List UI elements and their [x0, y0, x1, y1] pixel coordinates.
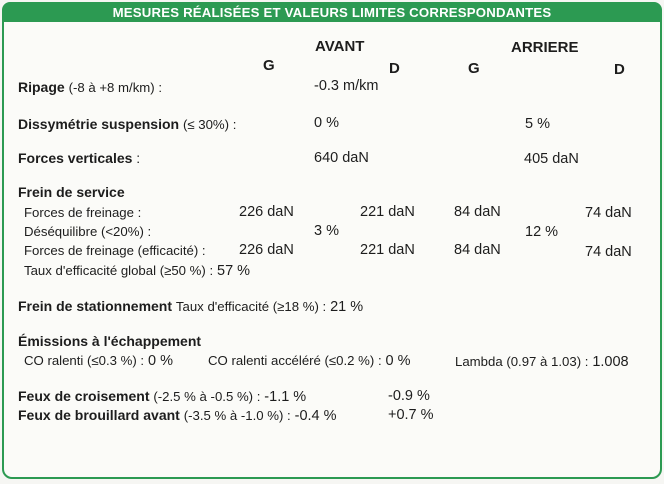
feux-brouillard-limit: (-3.5 % à -1.0 %) : [183, 408, 291, 423]
co-ralenti-label: CO ralenti (≤0.3 %) : [24, 353, 145, 368]
feux-croisement-label: Feux de croisement [18, 388, 150, 404]
dissymetrie-limit: (≤ 30%) : [182, 117, 237, 132]
forces-efficacite-arriere-d: 74 daN [585, 244, 632, 260]
column-arriere: ARRIERE [511, 39, 579, 56]
frein-stationnement-limit: Taux d'efficacité (≥18 %) : [175, 299, 327, 314]
dissymetrie-avant: 0 % [314, 115, 339, 131]
desequilibre-avant: 3 % [314, 223, 339, 239]
dissymetrie-label: Dissymétrie suspension [18, 116, 180, 132]
forces-efficacite-label: Forces de freinage (efficacité) : [24, 243, 206, 258]
emissions-title: Émissions à l'échappement [18, 333, 202, 349]
feux-croisement-limit: (-2.5 % à -0.5 %) : [153, 389, 261, 404]
forces-verticales-avant: 640 daN [314, 150, 369, 166]
forces-efficacite-avant-g: 226 daN [239, 242, 294, 258]
taux-efficacite-row [24, 262, 250, 279]
column-arriere-g: G [468, 60, 480, 77]
forces-verticales-colon: : [136, 150, 141, 166]
co-accelere-row [208, 352, 411, 369]
forces-efficacite-arriere-g: 84 daN [454, 242, 501, 258]
lambda-row [455, 353, 629, 370]
frein-stationnement-value: 21 % [330, 299, 364, 315]
taux-efficacite-value: 57 % [217, 263, 251, 279]
column-avant-d: D [389, 60, 400, 77]
desequilibre-arriere: 12 % [525, 224, 559, 240]
forces-freinage-arriere-g: 84 daN [454, 204, 501, 220]
feux-croisement-right: -0.9 % [388, 388, 430, 404]
feux-brouillard-label: Feux de brouillard avant [18, 407, 180, 423]
dissymetrie-row [18, 116, 236, 132]
lambda-value: 1.008 [592, 354, 629, 370]
ripage-row [18, 79, 162, 95]
ripage-value: -0.3 m/km [314, 78, 379, 94]
forces-verticales-row [18, 150, 140, 166]
header-title: MESURES RÉALISÉES ET VALEURS LIMITES CORRESPONDANTES [112, 5, 552, 20]
feux-croisement-row [18, 388, 306, 405]
desequilibre-label: Déséquilibre (<20%) : [24, 224, 152, 239]
forces-verticales-arriere: 405 daN [524, 151, 579, 167]
lambda-label: Lambda (0.97 à 1.03) : [455, 354, 589, 369]
feux-croisement-left: -1.1 % [264, 389, 307, 405]
column-avant: AVANT [315, 38, 365, 55]
column-avant-g: G [263, 57, 275, 74]
column-arriere-d: D [614, 61, 625, 78]
frein-stationnement-row [18, 298, 363, 315]
forces-efficacite-avant-d: 221 daN [360, 242, 415, 258]
co-ralenti-row [24, 352, 173, 369]
co-accelere-value: 0 % [385, 353, 411, 369]
feux-brouillard-right: +0.7 % [388, 407, 434, 423]
frein-service-title: Frein de service [18, 184, 125, 200]
dissymetrie-arriere: 5 % [525, 116, 550, 132]
co-ralenti-value: 0 % [148, 353, 173, 369]
forces-verticales-label: Forces verticales [18, 150, 133, 166]
forces-freinage-avant-d: 221 daN [360, 204, 415, 220]
co-accelere-label: CO ralenti accéléré (≤0.2 %) : [208, 353, 382, 368]
feux-brouillard-row [18, 407, 337, 424]
forces-freinage-avant-g: 226 daN [239, 204, 294, 220]
frein-stationnement-label: Frein de stationnement [18, 298, 173, 314]
ripage-limit: (-8 à +8 m/km) : [68, 80, 163, 95]
forces-freinage-label: Forces de freinage : [24, 205, 142, 220]
taux-efficacite-label: Taux d'efficacité global (≥50 %) : [24, 263, 214, 278]
forces-freinage-arriere-d: 74 daN [585, 205, 632, 221]
ripage-label: Ripage [18, 79, 65, 95]
header-bar [2, 2, 662, 22]
feux-brouillard-left: -0.4 % [294, 408, 337, 424]
